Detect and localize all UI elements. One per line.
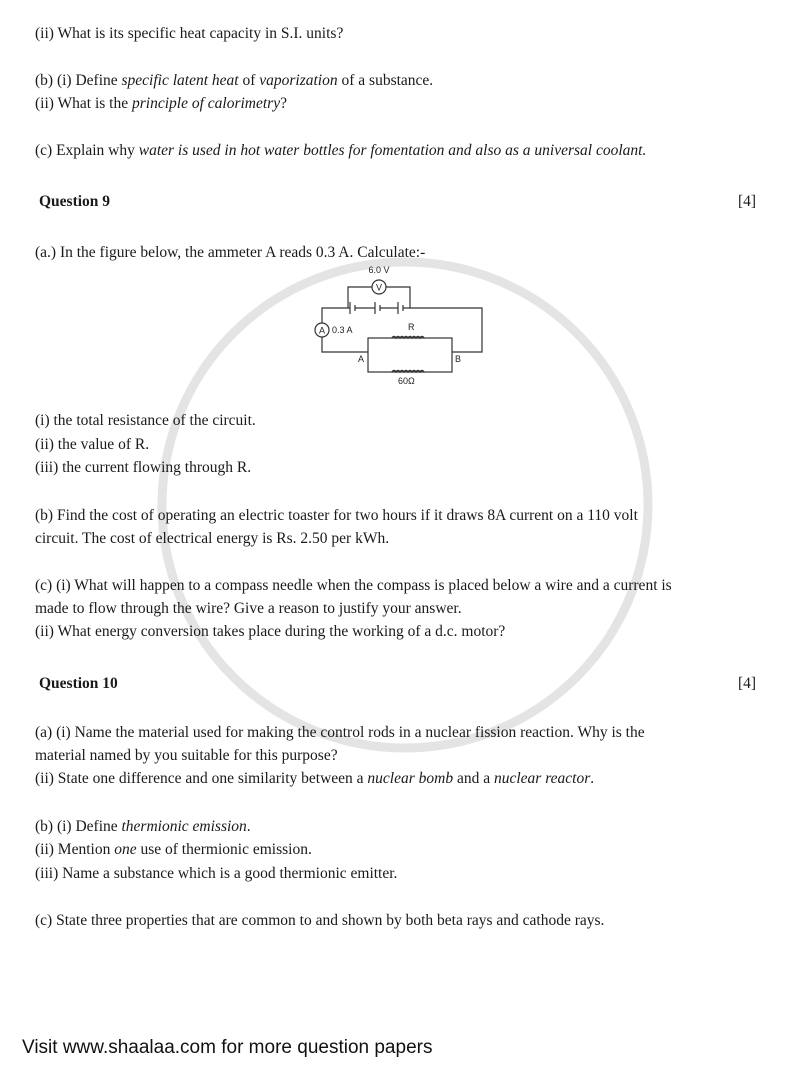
- resistor-r-label: R: [408, 322, 415, 332]
- text-line: (ii) State one difference and one similarity between a nuclear bomb and a nuclear reactor.: [35, 770, 595, 787]
- text-line: (ii) Mention one use of thermionic emission.: [35, 841, 312, 858]
- text-line: (i) the total resistance of the circuit.: [35, 412, 256, 429]
- node-a-label: A: [358, 354, 365, 364]
- text-line: (ii) the value of R.: [35, 436, 150, 453]
- text-line: (c) Explain why water is used in hot water bottles for fomentation and also as a universal coolant.: [35, 142, 647, 159]
- text-line: (ii) What energy conversion takes place during the working of a d.c. motor?: [35, 623, 506, 640]
- circuit-diagram: [0, 0, 800, 400]
- text-line: circuit. The cost of electrical energy is Rs. 2.50 per kWh.: [35, 530, 390, 547]
- text-line: (b) Find the cost of operating an electric toaster for two hours if it draws 8A current on a 110 volt: [35, 507, 638, 524]
- text-line: (iii) Name a substance which is a good thermionic emitter.: [35, 865, 398, 882]
- question-9-heading: Question 9: [39, 193, 111, 210]
- text-line: (c) State three properties that are common to and shown by both beta rays and cathode rays.: [35, 912, 605, 929]
- voltage-label: 6.0 V: [368, 265, 390, 275]
- text-line: (a) (i) Name the material used for making the control rods in a nuclear fission reaction. Why is the: [35, 724, 645, 741]
- ammeter-label: A: [318, 325, 326, 336]
- footer-link-text: Visit www.shaalaa.com for more question papers: [22, 1037, 433, 1058]
- text-line: made to flow through the wire? Give a reason to justify your answer.: [35, 600, 462, 617]
- question-10-marks: [4]: [738, 675, 757, 692]
- text-line: (c) (i) What will happen to a compass needle when the compass is placed below a wire and a current is: [35, 577, 672, 594]
- voltmeter-label: V: [375, 282, 383, 293]
- resistor-60-icon: [392, 371, 424, 373]
- text-line: (b) (i) Define thermionic emission.: [35, 818, 251, 835]
- node-b-label: B: [455, 354, 462, 364]
- question-10-heading: Question 10: [39, 675, 118, 692]
- text-line: (iii) the current flowing through R.: [35, 459, 252, 476]
- text-line: (ii) What is the principle of calorimetry?: [35, 95, 287, 112]
- current-label: 0.3 A: [332, 325, 353, 335]
- text-line: material named by you suitable for this purpose?: [35, 747, 338, 764]
- resistor-60-label: 60Ω: [398, 376, 415, 386]
- text-line: (b) (i) Define specific latent heat of vaporization of a substance.: [35, 72, 434, 89]
- question-9-marks: [4]: [738, 193, 757, 210]
- text-line: (ii) What is its specific heat capacity in S.I. units?: [35, 25, 344, 42]
- text-line: (a.) In the figure below, the ammeter A reads 0.3 A. Calculate:-: [35, 244, 426, 261]
- resistor-r-icon: [392, 337, 424, 339]
